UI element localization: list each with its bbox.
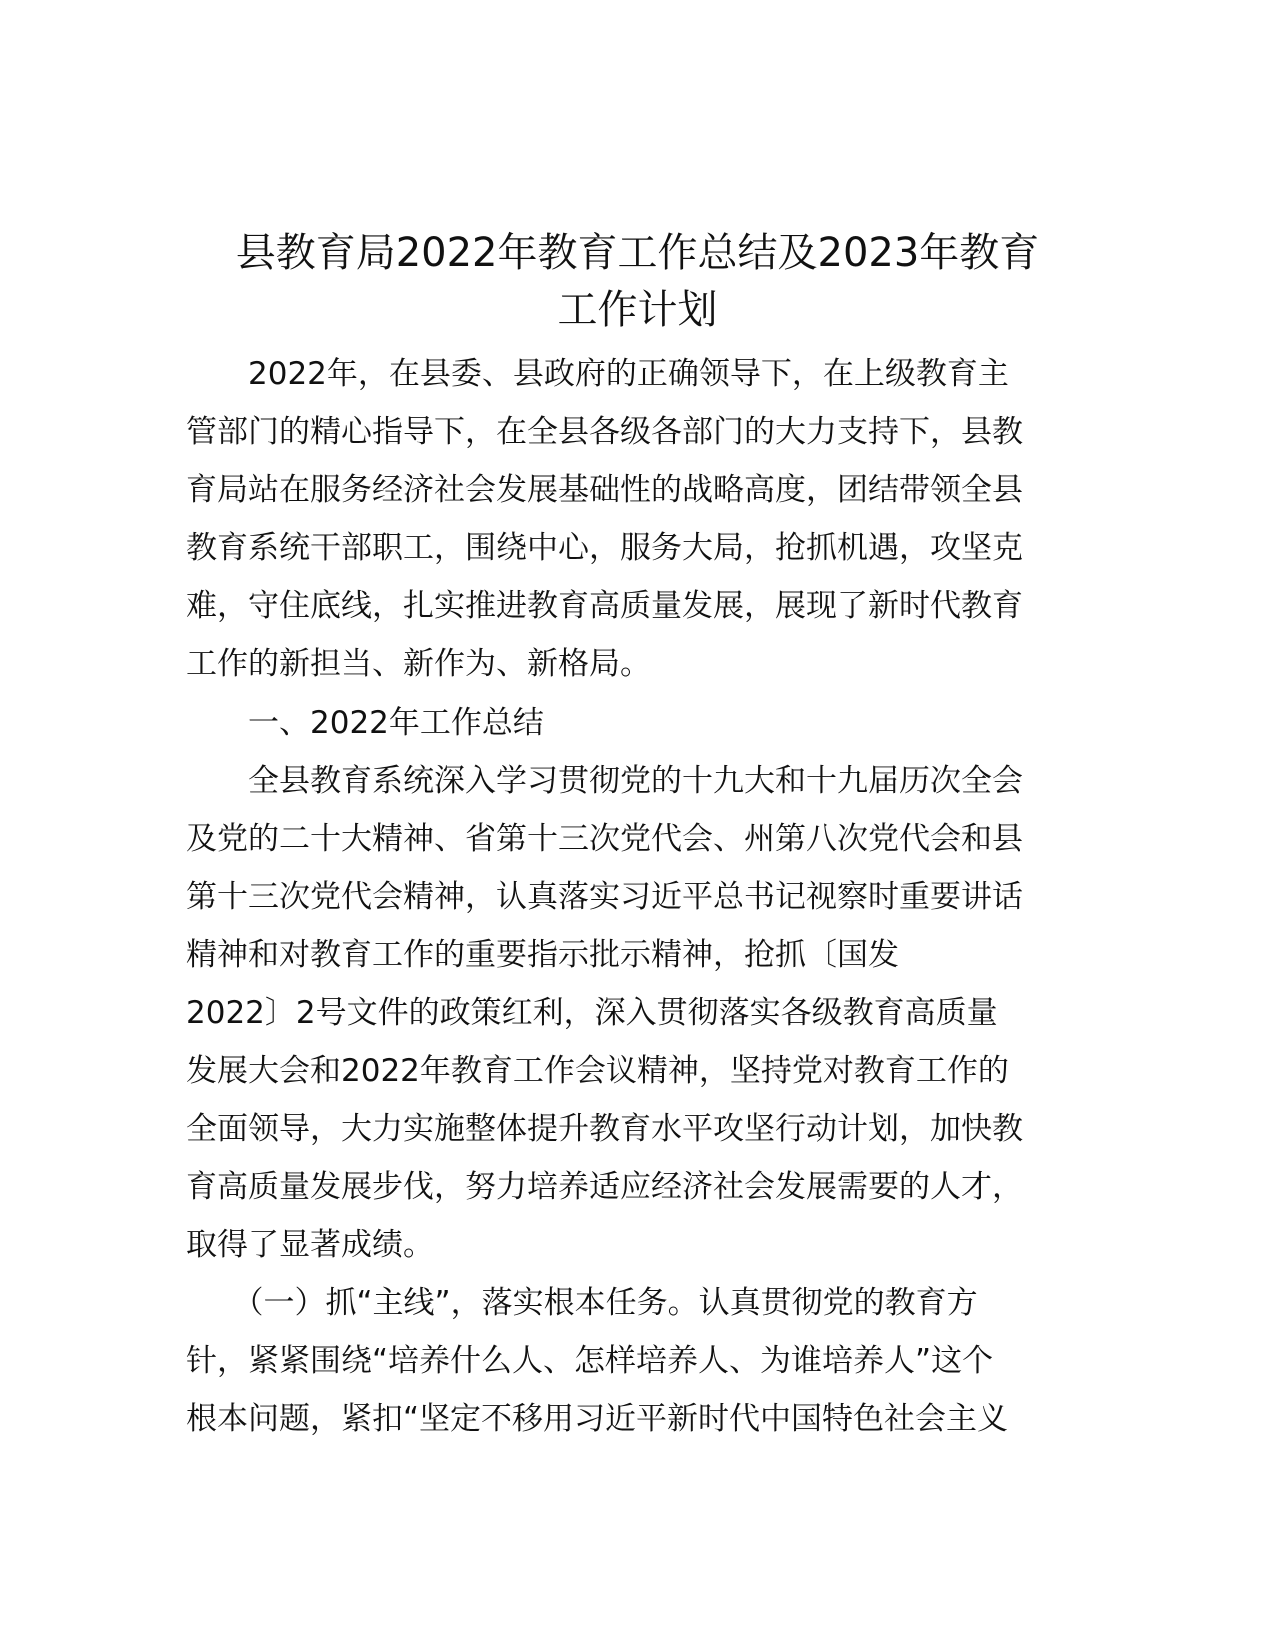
paragraph-line: 全县教育系统深入学习贯彻党的十九大和十九届历次全会 — [186, 763, 1023, 799]
paragraph-line: 难，守住底线，扎实推进教育高质量发展，展现了新时代教育 — [186, 588, 1023, 624]
paragraph-line: 管部门的精心指导下，在全县各级各部门的大力支持下，县教 — [186, 414, 1023, 450]
paragraph-line: 发展大会和2022年教育工作会议精神，坚持党对教育工作的 — [186, 1053, 1009, 1089]
paragraph-line: 针，紧紧围绕“培养什么人、怎样培养人、为谁培养人”这个 — [186, 1343, 994, 1379]
paragraph-line: 育局站在服务经济社会发展基础性的战略高度，团结带领全县 — [186, 472, 1023, 508]
paragraph-line: 第十三次党代会精神，认真落实习近平总书记视察时重要讲话 — [186, 879, 1023, 915]
document-title-line: 工作计划 — [557, 287, 718, 333]
paragraph-line: 2022年，在县委、县政府的正确领导下，在上级教育主 — [186, 356, 1009, 392]
document-title-line: 县教育局2022年教育工作总结及2023年教育 — [235, 230, 1040, 276]
paragraph-line: 全面领导，大力实施整体提升教育水平攻坚行动计划，加快教 — [186, 1111, 1023, 1147]
paragraph-line: 工作的新担当、新作为、新格局。 — [186, 646, 651, 682]
paragraph-line: 2022〕2号文件的政策红利，深入贯彻落实各级教育高质量 — [186, 995, 998, 1031]
paragraph-line: 育高质量发展步伐，努力培养适应经济社会发展需要的人才， — [186, 1169, 1023, 1205]
paragraph-line: 精神和对教育工作的重要指示批示精神，抢抓〔国发 — [186, 937, 899, 973]
paragraph-line: 及党的二十大精神、省第十三次党代会、州第八次党代会和县 — [186, 821, 1023, 857]
paragraph-line: 取得了显著成绩。 — [186, 1227, 434, 1263]
paragraph-line: （一）抓“主线”，落实根本任务。认真贯彻党的教育方 — [186, 1285, 978, 1321]
paragraph-line: 根本问题，紧扣“坚定不移用习近平新时代中国特色社会主义 — [186, 1401, 1009, 1437]
section-heading: 一、2022年工作总结 — [186, 705, 544, 741]
paragraph-line: 教育系统干部职工，围绕中心，服务大局，抢抓机遇，攻坚克 — [186, 530, 1023, 566]
